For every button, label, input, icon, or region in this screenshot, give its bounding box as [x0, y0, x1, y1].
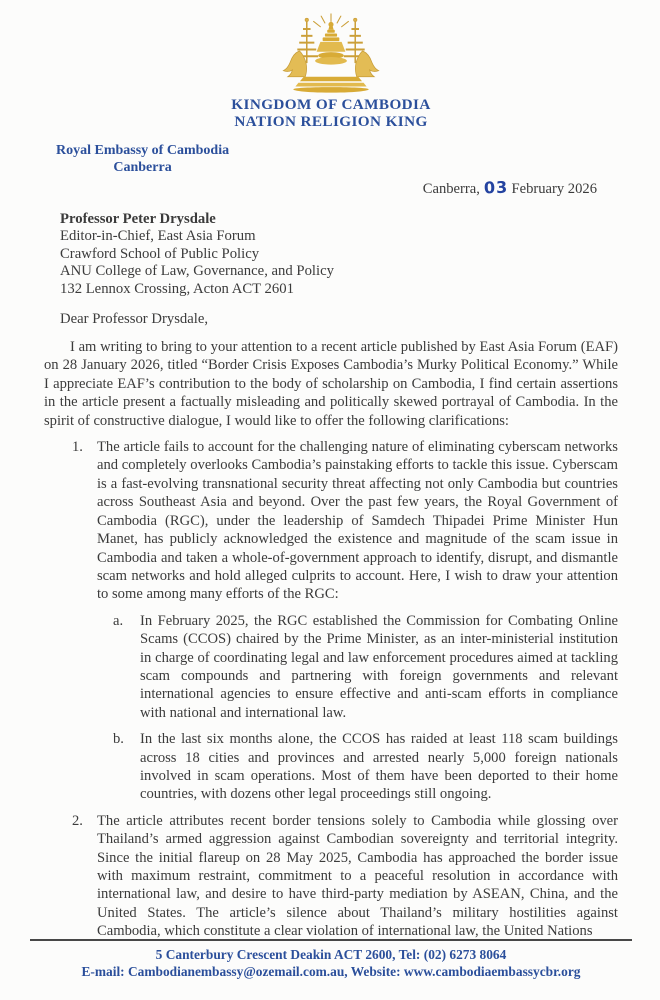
date-city: Canberra,: [422, 181, 480, 197]
list-item-2: [72, 812, 618, 941]
footer-contact: E-mail: Cambodianembassy@ozemail.com.au, Website: www.cambodiaembassycbr.org: [81, 964, 581, 979]
list-number: 1.: [72, 439, 83, 456]
kingdom-title: KINGDOM OF CAMBODIA: [231, 96, 431, 113]
embassy-city: Canberra: [113, 160, 172, 175]
salutation: Dear Professor Drysdale,: [60, 311, 209, 328]
sub-item-text: In February 2025, the RGC established the Commission for Combating Online Scams (CCOS) chaired by the Prime Minister, as an inter-ministerial institution in charge of coordinating legal and law enforcement procedures aimed at tackling scam compounds and partnering with foreign governments and relevant international agencies to ensure effective and anti-scam efforts in compliance with national and international law.: [140, 612, 618, 721]
list-number: 2.: [72, 812, 83, 829]
footer-address: 5 Canterbury Crescent Deakin ACT 2600, Tel: (02) 6273 8064: [155, 947, 507, 962]
intro-paragraph: I am writing to bring to your attention to a recent article published by East Asia Forum (EAF) on 28 January 2026, titled “Border Crisis Exposes Cambodia’s Murky Political Economy.” While I appreciate EAF’s contribution to the body of scholarship on Cambodia, I find certain assertions in the article present a factually misleading and politically skewed portrayal of Cambodia. In the spirit of constructive dialogue, I would like to offer the following clarifications:: [44, 339, 618, 429]
list-item-text: The article attributes recent border tensions solely to Cambodia while glossing over Thailand’s armed aggression against Cambodian sovereignty and territorial integrity. Since the initial flareup on 28 May 2025, Cambodia has approached the border issue with maximum restraint, commitment to a peaceful resolution in accordance with international law, and desire to have third-party mediation by ASEAN, China, and the United States. The article’s silence about Thailand’s military hostilities against Cambodia, which constitute a clear violation of international law, the United Nations: [97, 812, 618, 940]
list-item-text: The article fails to account for the challenging nature of eliminating cyberscam networks and completely overlooks Cambodia’s painstaking efforts to tackle this issue. Cyberscam is a fast-evolving transnational security threat affecting not only Cambodia but countries across Southeast Asia and beyond. Over the past few years, the Royal Government of Cambodia (RGC), under the leadership of Samdech Thipadei Prime Minister Hun Manet, has publicly acknowledged the existence and magnitude of the scam issue in Cambodia and taken a whole-of-government approach to identify, disrupt, and dismantle scam networks and hold alleged culprits to account. Here, I wish to draw your attention to some among many efforts of the RGC:: [97, 439, 618, 603]
sub-item-letter: a.: [113, 612, 124, 629]
date-month-year: February 2026: [511, 181, 597, 197]
national-motto: NATION RELIGION KING: [234, 112, 428, 130]
recipient-line: 132 Lennox Crossing, Acton ACT 2601: [60, 280, 294, 297]
recipient-line: Crawford School of Public Policy: [60, 245, 260, 262]
footer-divider: [30, 939, 632, 941]
sub-item-letter: b.: [113, 731, 124, 748]
recipient-name: Professor Peter Drysdale: [60, 211, 216, 227]
recipient-block: [60, 211, 618, 298]
sub-item-a: [113, 612, 618, 722]
recipient-line: Editor-in-Chief, East Asia Forum: [60, 228, 256, 245]
royal-arms-icon: [278, 13, 384, 95]
sub-item-text: In the last six months alone, the CCOS has raided at least 118 scam buildings across 18 cities and provinces and arrested nearly 5,000 foreign nationals involved in scam operations. Most of them have been deported to their home countries, with dozens other legal proceedings still ongoing.: [140, 731, 618, 803]
crest-container: [44, 13, 618, 97]
list-item-1: [72, 438, 618, 604]
date-day-handwritten: 03: [483, 177, 509, 198]
letter-footer: [44, 939, 618, 980]
date-line: [44, 179, 618, 198]
embassy-letterhead: [56, 142, 229, 176]
recipient-line: ANU College of Law, Governance, and Policy: [60, 263, 334, 280]
embassy-name: Royal Embassy of Cambodia: [56, 143, 230, 158]
sub-item-b: [113, 730, 618, 804]
